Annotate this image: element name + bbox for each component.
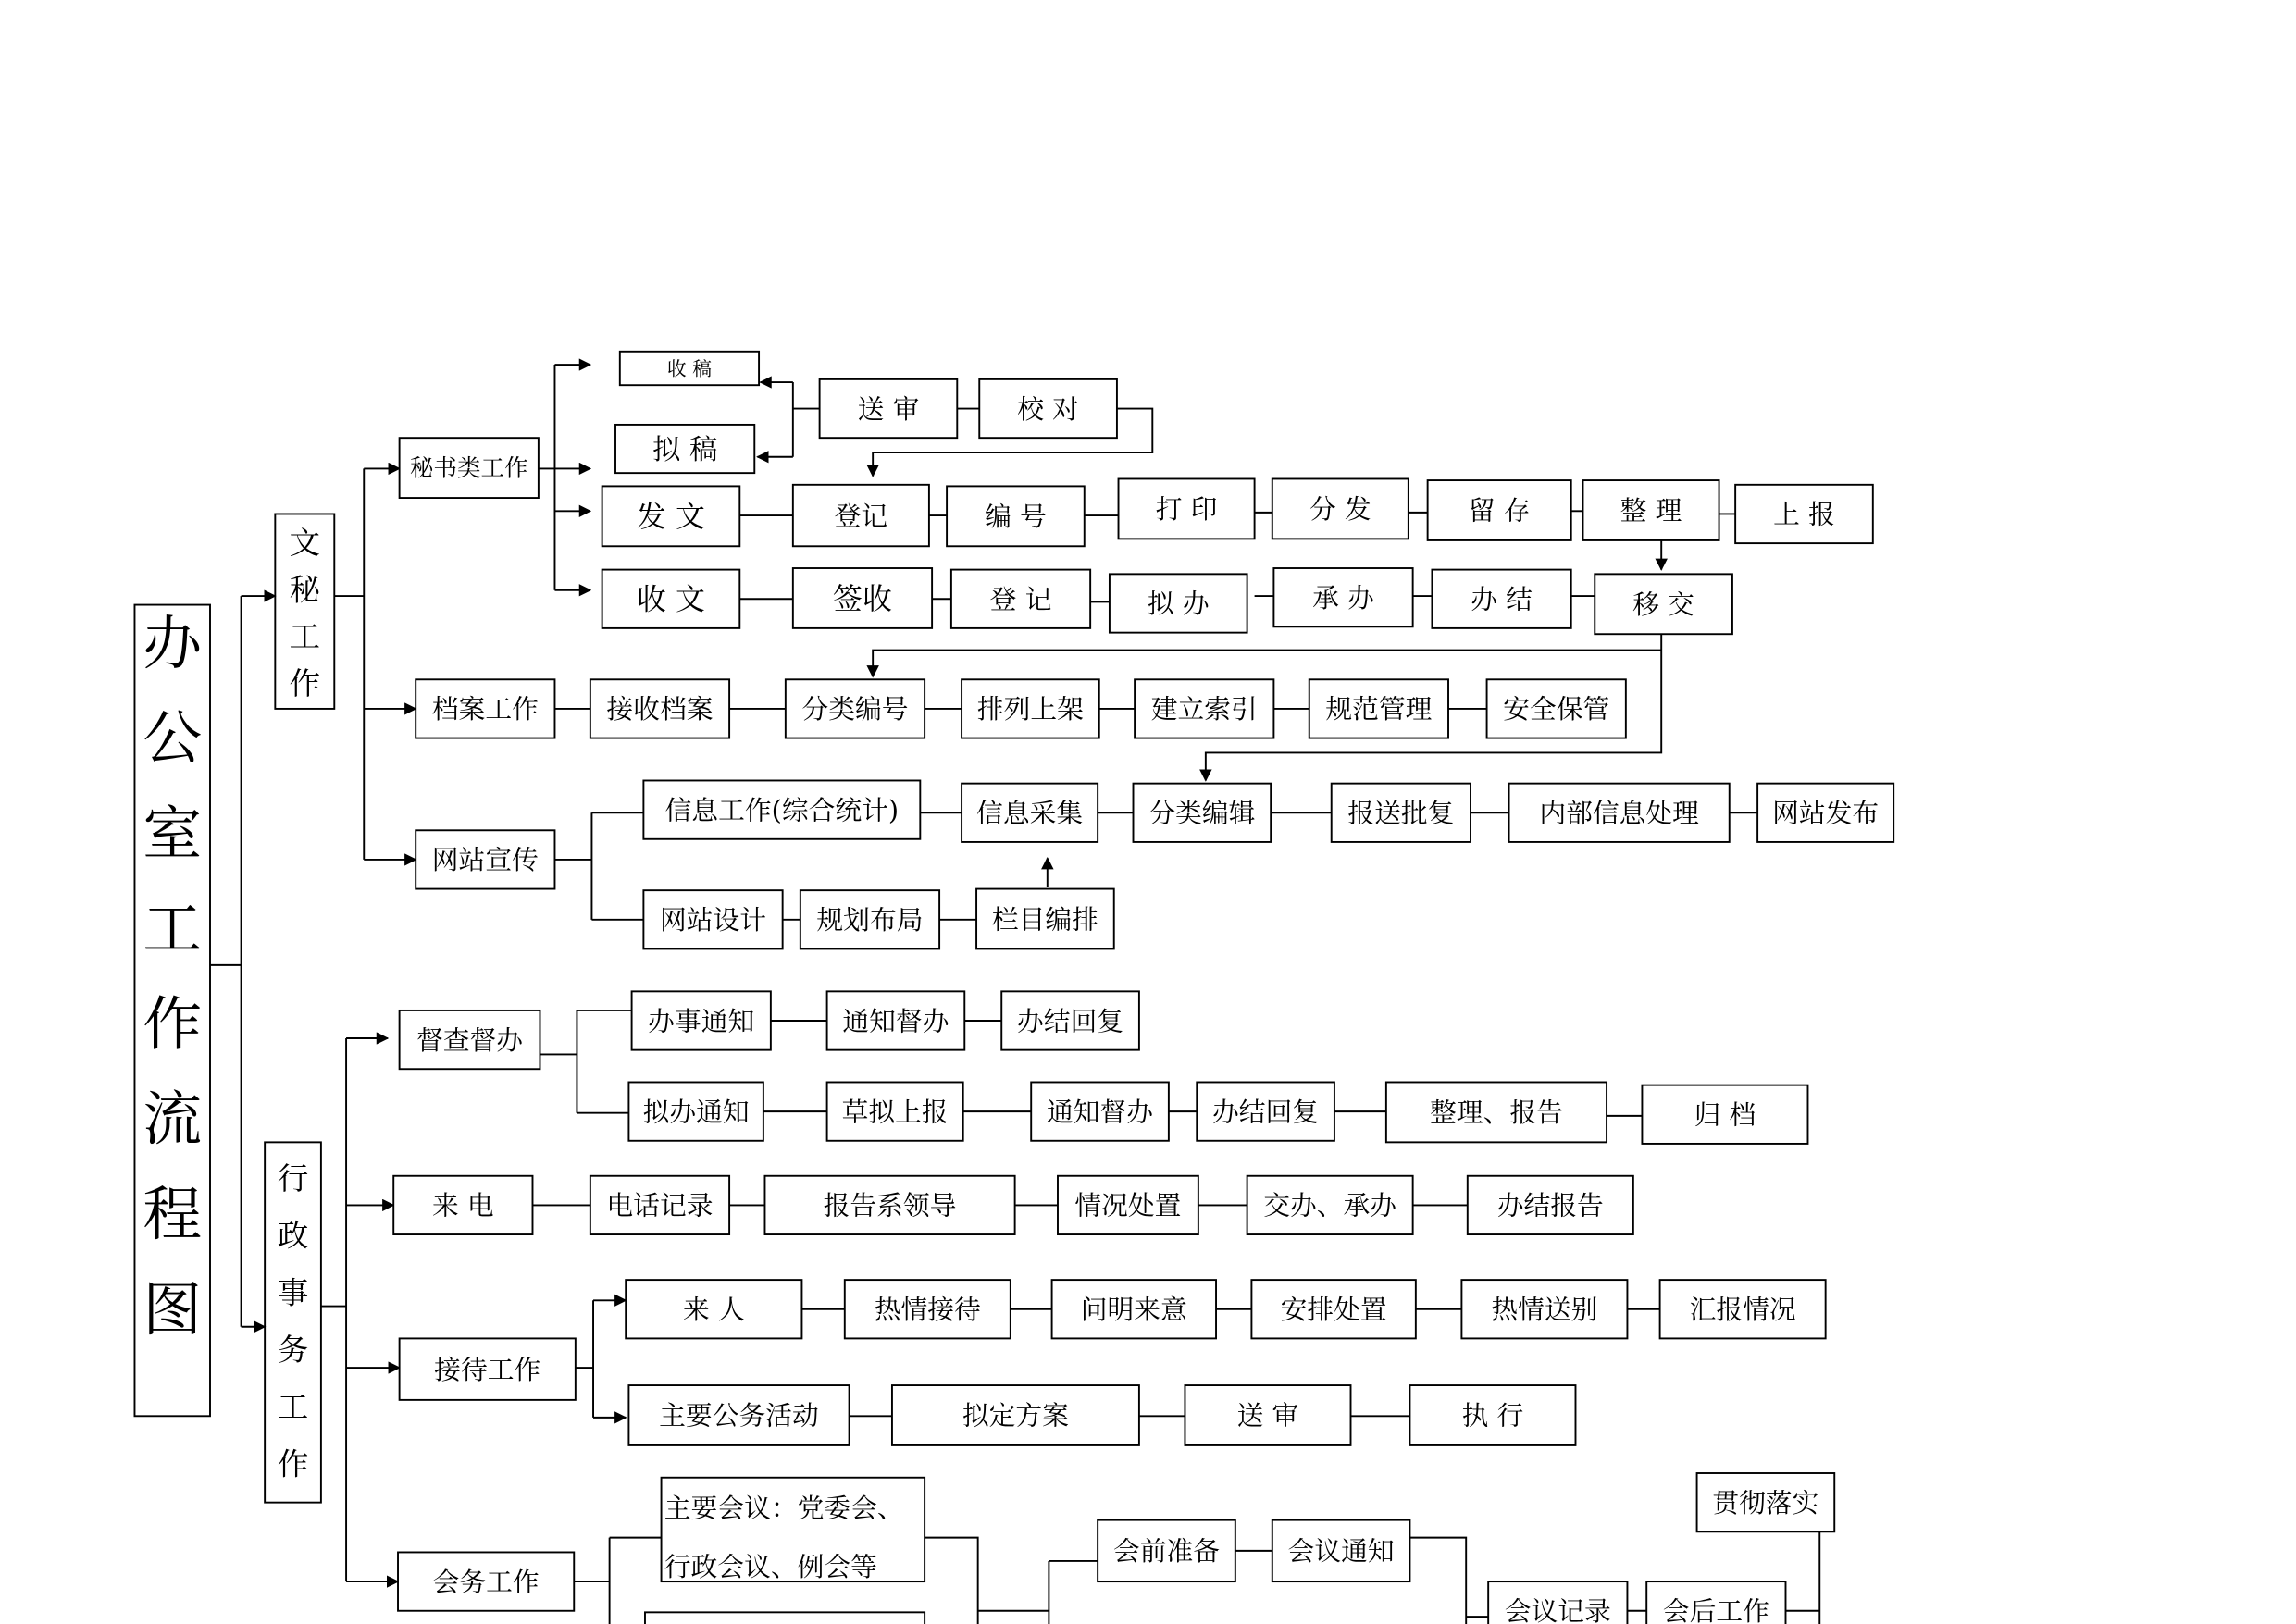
node-guifan — [1309, 679, 1448, 738]
node-shouwen-label: 收 文 — [636, 581, 705, 617]
node-tongzhiduban2-label: 通知督办 — [1046, 1096, 1154, 1128]
node-banjie — [1432, 570, 1570, 628]
node-dengji1-label: 登记 — [834, 500, 888, 532]
node-wangzhansheji — [643, 890, 782, 948]
node-anquan — [1487, 679, 1626, 738]
node-jiaoban — [1247, 1176, 1413, 1234]
node-suoyin-label: 建立索引 — [1150, 693, 1258, 725]
node-wangzhanxuanchuan — [416, 830, 554, 888]
node-shougao — [620, 352, 759, 385]
node-banjiehuifu2 — [1197, 1082, 1334, 1140]
node-zhengli2 — [1386, 1082, 1607, 1142]
node-ducha — [400, 1010, 540, 1069]
node-huiwu-label: 会务工作 — [432, 1566, 540, 1598]
node-fawen-label: 发 文 — [636, 499, 705, 535]
node-niban-label: 拟 办 — [1147, 588, 1210, 620]
node-jieshou-label: 接收档案 — [606, 693, 714, 725]
node-wangzhansheji-label: 网站设计 — [659, 904, 767, 936]
node-jieshou — [590, 679, 729, 738]
node-niding — [892, 1385, 1139, 1445]
node-huiyi-line1: 主要会议：党委会、 — [664, 1492, 904, 1524]
node-neibu-label: 内部信息处理 — [1539, 797, 1699, 829]
node-huiwu — [398, 1552, 574, 1610]
node-guihua — [800, 890, 939, 948]
node-guidang — [1642, 1085, 1807, 1144]
node-jiaodui — [979, 379, 1117, 438]
node-dianhua — [590, 1176, 729, 1234]
node-songbie — [1461, 1280, 1627, 1338]
node-zhengli1-label: 整 理 — [1620, 494, 1682, 527]
node-dengji1 — [793, 485, 929, 546]
node-zhixing-label: 执 行 — [1461, 1399, 1524, 1432]
node-tongzhiduban2 — [1031, 1082, 1169, 1140]
node-laidian — [393, 1176, 532, 1234]
node-banjiehuifu1 — [1001, 991, 1139, 1049]
node-dangan — [416, 679, 554, 738]
node-bianhao-label: 编 号 — [985, 501, 1047, 533]
node-anpai — [1251, 1280, 1415, 1338]
node-ducha-label: 督查督办 — [416, 1023, 524, 1056]
node-niban — [1110, 574, 1247, 632]
node-nigao — [615, 425, 754, 473]
node-neibu — [1509, 784, 1730, 842]
node-qianshou — [793, 568, 932, 628]
node-fenfa-label: 分 发 — [1309, 493, 1371, 526]
node-xinxigongzuo-label: 信息工作(综合统计) — [664, 794, 900, 826]
node-yijiao-label: 移 交 — [1632, 589, 1694, 621]
node-liucun — [1428, 480, 1571, 540]
node-fenleibianji — [1134, 784, 1272, 842]
node-songshen2 — [1185, 1385, 1350, 1445]
node-fenleibianji-label: 分类编辑 — [1148, 797, 1256, 829]
node-zhixing — [1409, 1385, 1575, 1445]
node-wangzhanfabu-label: 网站发布 — [1772, 797, 1880, 829]
node-wenming — [1052, 1280, 1216, 1338]
node-lairen-label: 来 人 — [682, 1294, 745, 1325]
node-jiaodui-label: 校 对 — [1017, 392, 1079, 425]
node-zhengli2-label: 整理、报告 — [1430, 1097, 1563, 1129]
node-baogao-label: 报告系领导 — [823, 1189, 957, 1221]
node-anpai-label: 安排处置 — [1280, 1294, 1387, 1325]
node-shangbao-label: 上 报 — [1773, 498, 1835, 530]
node-huiqian-label: 会前准备 — [1112, 1535, 1221, 1568]
node-xinxicaiji-label: 信息采集 — [976, 797, 1084, 829]
node-jiedai — [400, 1338, 576, 1399]
section-xingzheng-label: 行政事务工作 — [277, 1160, 309, 1482]
node-qingkuang — [1058, 1176, 1198, 1234]
node-banjie-label: 办 结 — [1471, 583, 1533, 615]
node-gongwu-label: 主要公务活动 — [659, 1399, 819, 1432]
node-songshen1-label: 送 审 — [857, 392, 920, 425]
node-pailie — [962, 679, 1099, 738]
node-jiaoban-label: 交办、承办 — [1263, 1189, 1397, 1221]
node-dengji2-label: 登 记 — [989, 583, 1052, 615]
node-guidang-label: 归 档 — [1694, 1098, 1756, 1131]
node-qingkuang-label: 情况处置 — [1074, 1189, 1182, 1221]
node-yijiao — [1595, 574, 1732, 634]
node-baosong — [1332, 784, 1471, 842]
node-baogao — [764, 1176, 1014, 1234]
node-suoyin — [1135, 679, 1273, 738]
node-huihou — [1646, 1581, 1785, 1624]
node-banjiehuifu1-label: 办结回复 — [1017, 1005, 1124, 1037]
node-wangzhanxuanchuan-label: 网站宣传 — [431, 844, 539, 876]
node-shouwen — [602, 570, 740, 628]
node-huiyitongzhi — [1272, 1520, 1410, 1581]
section-wenmi-label: 文秘工作 — [289, 525, 321, 702]
node-wangzhanfabu — [1757, 784, 1893, 842]
node-banshitongzhi — [632, 991, 771, 1049]
node-reqing — [845, 1280, 1011, 1338]
node-banjiehuifu2-label: 办结回复 — [1212, 1096, 1320, 1128]
node-dangan-label: 档案工作 — [431, 693, 539, 725]
node-guifan-label: 规范管理 — [1325, 693, 1433, 725]
node-fawen — [602, 486, 740, 546]
section-xingzheng — [265, 1142, 321, 1502]
node-fenleibianhao — [786, 679, 925, 738]
node-lairen — [626, 1280, 801, 1338]
node-guanche — [1697, 1473, 1835, 1531]
node-bianhao — [947, 486, 1085, 546]
node-dayin-label: 打 印 — [1155, 493, 1218, 526]
node-huiyijilu — [1488, 1581, 1627, 1624]
node-nibantongzhi-label: 拟办通知 — [642, 1096, 750, 1128]
node-huiyi-line2: 行政会议、例会等 — [664, 1550, 877, 1582]
node-pailie-label: 排列上架 — [976, 693, 1084, 725]
node-fenleibianhao-label: 分类编号 — [801, 693, 909, 725]
node-mishu — [400, 438, 539, 498]
node-boxes — [393, 352, 1893, 1624]
node-banshitongzhi-label: 办事通知 — [648, 1005, 755, 1037]
node-huiyitongzhi-label: 会议通知 — [1287, 1535, 1395, 1568]
node-dengji2 — [951, 570, 1090, 628]
diagram-title-text: 办公室工作流程图 — [143, 610, 203, 1345]
node-huihou-label: 会后工作 — [1662, 1595, 1769, 1624]
node-songshen1 — [820, 379, 958, 438]
node-anquan-label: 安全保管 — [1503, 693, 1610, 725]
node-gongwu — [628, 1385, 849, 1445]
node-shougao-label: 收 稿 — [666, 357, 713, 380]
node-lanmu — [976, 889, 1114, 949]
node-songbie-label: 热情送别 — [1491, 1294, 1598, 1325]
node-banjiebaogao-label: 办结报告 — [1496, 1189, 1604, 1221]
node-wenming-label: 问明来意 — [1080, 1294, 1187, 1325]
node-chengban1-label: 承 办 — [1312, 582, 1374, 614]
node-laidian-label: 来 电 — [432, 1189, 494, 1221]
node-liucun-label: 留 存 — [1468, 494, 1531, 527]
node-niding-label: 拟定方案 — [962, 1399, 1069, 1432]
node-tongzhiduban1-label: 通知督办 — [842, 1005, 949, 1037]
node-caoni — [827, 1082, 963, 1140]
node-reqing-label: 热情接待 — [874, 1294, 981, 1325]
node-cutoff — [645, 1612, 925, 1624]
node-qianshou-label: 签收 — [833, 581, 892, 616]
node-shangbao — [1735, 485, 1873, 543]
node-nigao-label: 拟 稿 — [652, 433, 718, 466]
section-wenmi — [275, 514, 334, 708]
node-huiyijilu-label: 会议记录 — [1504, 1595, 1611, 1624]
node-zhengli1 — [1582, 480, 1719, 540]
node-huibao — [1660, 1280, 1826, 1338]
node-huibao-label: 汇报情况 — [1689, 1294, 1796, 1325]
node-guihua-label: 规划布局 — [816, 904, 924, 936]
diagram-title — [134, 605, 210, 1417]
node-dianhua-label: 电话记录 — [606, 1189, 714, 1221]
node-jiedai-label: 接待工作 — [434, 1354, 541, 1385]
node-caoni-label: 草拟上报 — [841, 1096, 949, 1128]
node-mishu-label: 秘书类工作 — [409, 453, 528, 482]
node-dayin — [1119, 478, 1255, 539]
node-tongzhiduban1 — [827, 991, 965, 1049]
node-huiqian — [1098, 1520, 1235, 1581]
node-nibantongzhi — [628, 1082, 763, 1140]
node-xinxigongzuo — [643, 780, 920, 838]
node-baosong-label: 报送批复 — [1347, 797, 1455, 829]
node-banjiebaogao — [1468, 1176, 1633, 1234]
node-guanche-label: 贯彻落实 — [1712, 1487, 1819, 1519]
node-songshen2-label: 送 审 — [1236, 1399, 1299, 1432]
node-lanmu-label: 栏目编排 — [991, 903, 1098, 936]
node-huiyi — [662, 1478, 925, 1582]
node-fenfa — [1272, 478, 1409, 539]
node-xinxicaiji — [962, 784, 1098, 842]
node-chengban1 — [1273, 568, 1412, 626]
